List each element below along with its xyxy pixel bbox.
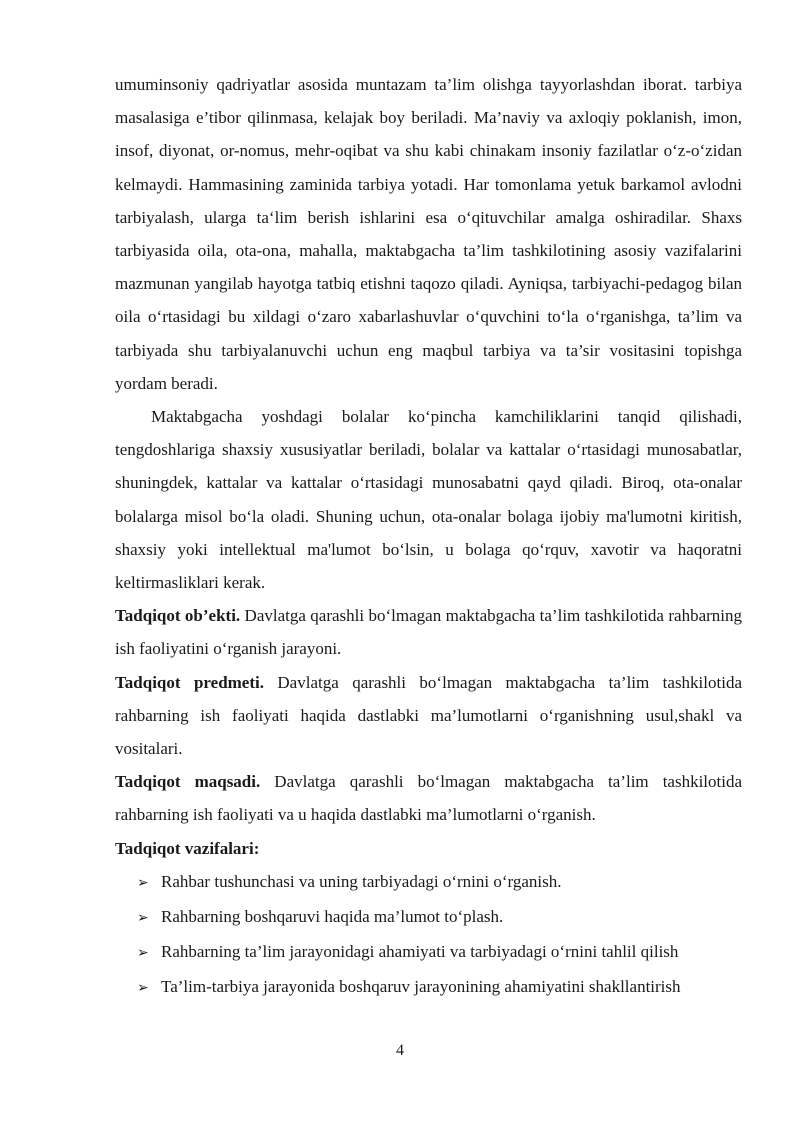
section-text: Davlatga qarashli bo‘lmagan maktabgacha ta’lim tashkilotida rahbarning ish faoliyatini o‘rganish jarayoni.	[115, 606, 742, 659]
section-subject	[115, 666, 742, 766]
section-text: Davlatga qarashli bo‘lmagan maktabgacha ta’lim tashkilotida rahbarning ish faoliyati va u haqida dastlabki ma’lumotlarni o‘rganish.	[115, 772, 743, 825]
list-item	[137, 900, 742, 935]
task-text: Ta’lim-tarbiya jarayonida boshqaruv jarayonining ahamiyatini shakllantirish	[161, 977, 681, 997]
paragraph-intro: umuminsoniy qadriyatlar asosida muntazam ta’lim olishga tayyorlashdan iborat. tarbiya masalasiga e’tibor qilinmasa, kelajak boy beriladi. Ma’naviy va axloqiy poklanish, imon, insof, diyonat, or-nomus, mehr-oqibat va shu kabi chinakam insoniy fazilatlar o‘z-o‘zidan kelmaydi. Hammasining zaminida tarbiya yotadi. Har tomonlama yetuk barkamol avlodni tarbiyalash, ularga ta‘lim berish ishlarini esa o‘qituvchilar amalga oshiradilar. Shaxs tarbiyasida oila, ota-ona, mahalla, maktabgacha ta’lim tashkilotining asosiy vazifalarini mazmunan yangilab hayotga tatbiq etishni taqozo qiladi. Ayniqsa, tarbiyachi-pedagog bilan oila o‘rtasidagi bu xildagi o‘zaro xabarlashuvlar o‘quvchini to‘la o‘rganishga, ta’lim va tarbiyada shu tarbiyalanuvchi uchun eng maqbul tarbiya va ta’sir vositasini topishga yordam beradi.	[115, 75, 742, 393]
list-item	[137, 865, 742, 900]
arrow-bullet-icon: ➢	[137, 981, 149, 997]
tasks-heading: Tadqiqot vazifalari:	[115, 838, 260, 858]
section-text: Davlatga qarashli bo‘lmagan maktabgacha ta’lim tashkilotida rahbarning ish faoliyati haqida dastlabki ma’lumotlarni o‘rganishning usul,shakl va vositalari.	[115, 672, 742, 759]
page-number: 4	[396, 1042, 404, 1059]
document-page	[115, 68, 742, 1006]
task-text: Rahbarning ta’lim jarayonidagi ahamiyati va tarbiyadagi o‘rnini tahlil qilish	[161, 942, 679, 962]
section-label: Tadqiqot predmeti.	[115, 672, 264, 692]
list-item	[137, 970, 742, 1005]
arrow-bullet-icon: ➢	[137, 911, 149, 927]
paragraph-preschool: Maktabgacha yoshdagi bolalar ko‘pincha kamchiliklarini tanqid qilishadi, tengdoshlariga shaxsiy xususiyatlar beriladi, bolalar va kattalar o‘rtasidagi munosabatlar, shuningdek, kattalar va kattalar o‘rtasidagi munosabatni qayd qiladi. Biroq, ota-onalar bolalarga misol bo‘la oladi. Shuning uchun, ota-onalar bolaga ijobiy ma'lumotni kiritish, shaxsiy yoki intellektual ma'lumot bo‘lsin, u bolaga qo‘rquv, xavotir va haqoratni keltirmasliklari kerak.	[115, 407, 742, 593]
section-object	[115, 599, 742, 665]
task-text: Rahbar tushunchasi va uning tarbiyadagi o‘rnini o‘rganish.	[161, 871, 562, 891]
section-label: Tadqiqot ob’ekti.	[115, 606, 241, 626]
list-item	[137, 935, 742, 970]
tasks-list	[115, 865, 742, 1006]
arrow-bullet-icon: ➢	[137, 875, 149, 891]
arrow-bullet-icon: ➢	[137, 946, 149, 962]
task-text: Rahbarning boshqaruvi haqida ma’lumot to‘plash.	[161, 907, 504, 927]
section-label: Tadqiqot maqsadi.	[115, 772, 261, 792]
section-goal	[115, 765, 742, 831]
